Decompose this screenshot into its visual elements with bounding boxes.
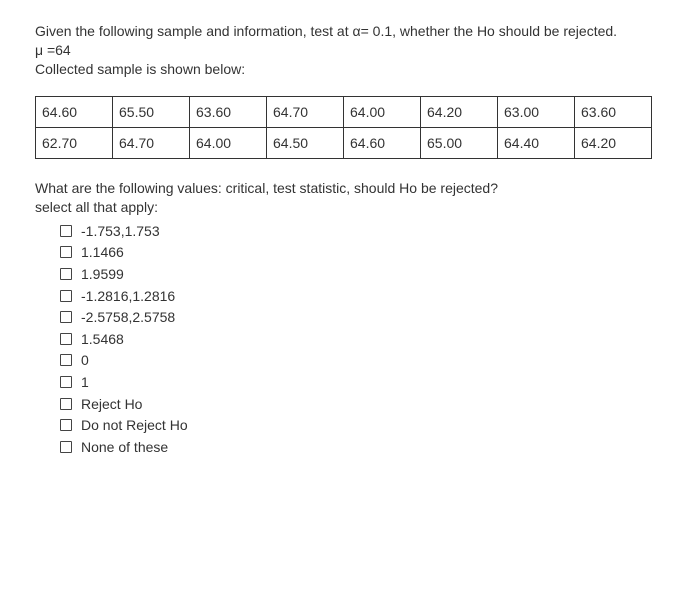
table-cell: 64.70 <box>267 97 344 128</box>
table-cell: 64.60 <box>36 97 113 128</box>
option-item[interactable] <box>60 220 689 242</box>
option-label: Do not Reject Ho <box>81 417 188 434</box>
option-checkbox[interactable] <box>60 311 72 323</box>
table-cell: 64.40 <box>498 128 575 159</box>
table-cell: 63.60 <box>575 97 652 128</box>
question-prompt: What are the following values: critical, test statistic, should Ho be rejected? <box>35 180 498 196</box>
option-label: 1.5468 <box>81 330 124 347</box>
option-label: 1 <box>81 373 89 390</box>
sample-table <box>35 96 652 159</box>
option-item[interactable] <box>60 285 689 307</box>
option-checkbox[interactable] <box>60 376 72 388</box>
option-item[interactable] <box>60 263 689 285</box>
option-item[interactable] <box>60 371 689 393</box>
option-checkbox[interactable] <box>60 419 72 431</box>
option-item[interactable] <box>60 414 689 436</box>
option-checkbox[interactable] <box>60 246 72 258</box>
option-checkbox[interactable] <box>60 398 72 410</box>
option-checkbox[interactable] <box>60 354 72 366</box>
table-cell: 62.70 <box>36 128 113 159</box>
table-cell: 64.70 <box>113 128 190 159</box>
table-cell: 63.00 <box>498 97 575 128</box>
option-label: 1.1466 <box>81 244 124 261</box>
table-cell: 63.60 <box>190 97 267 128</box>
table-cell: 64.20 <box>575 128 652 159</box>
table-cell: 64.00 <box>190 128 267 159</box>
option-label: Reject Ho <box>81 395 143 412</box>
table-cell: 64.60 <box>344 128 421 159</box>
table-row <box>36 97 652 128</box>
option-checkbox[interactable] <box>60 225 72 237</box>
table-cell: 64.20 <box>421 97 498 128</box>
option-checkbox[interactable] <box>60 290 72 302</box>
option-item[interactable] <box>60 328 689 350</box>
option-label: 1.9599 <box>81 265 124 282</box>
sample-intro: Collected sample is shown below: <box>35 61 246 77</box>
table-cell: 65.50 <box>113 97 190 128</box>
table-cell: 64.00 <box>344 97 421 128</box>
table-cell: 64.50 <box>267 128 344 159</box>
option-label: -2.5758,2.5758 <box>81 309 176 326</box>
option-item[interactable] <box>60 306 689 328</box>
option-checkbox[interactable] <box>60 268 72 280</box>
option-item[interactable] <box>60 242 689 264</box>
table-cell: 65.00 <box>421 128 498 159</box>
question-instruction: select all that apply: <box>35 199 158 215</box>
option-label: -1.2816,1.2816 <box>81 287 176 304</box>
option-checkbox[interactable] <box>60 333 72 345</box>
option-label: None of these <box>81 438 169 455</box>
option-checkbox[interactable] <box>60 441 72 453</box>
population-mean: μ =64 <box>35 42 71 58</box>
problem-statement: Given the following sample and information, test at α= 0.1, whether the Ho should be rejected. <box>35 23 618 39</box>
option-item[interactable] <box>60 350 689 372</box>
option-item[interactable] <box>60 393 689 415</box>
table-row <box>36 128 652 159</box>
option-item[interactable] <box>60 436 689 458</box>
option-label: -1.753,1.753 <box>81 222 160 239</box>
answer-options <box>60 220 689 458</box>
option-label: 0 <box>81 352 89 369</box>
